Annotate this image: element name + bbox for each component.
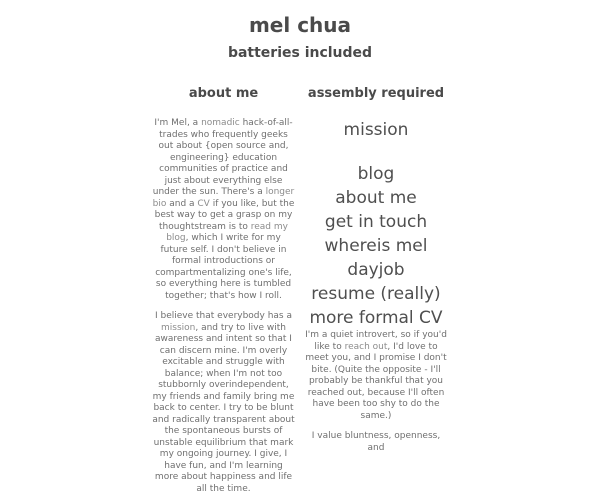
nomadic-link[interactable]: nomadic — [201, 118, 240, 128]
read-my-blog-link[interactable]: read my blog — [166, 221, 288, 243]
blog-link[interactable]: blog — [357, 164, 395, 184]
longer-bio-link[interactable]: longer bio — [152, 187, 295, 209]
text: , and try to live with awareness and intent so that I can discern mine. I'm overly excitable and struggle with balance; when I'm not too stubbornly overindependent, my friends and family bring me back to center. I try to be blunt and radically transparent about the spontaneous bursts of unstable equilibrium that mark my ongoing journey. I give, I have fun, and I'm learning more about happiness and life all the time. — [152, 322, 295, 494]
about-me-column — [152, 86, 295, 504]
nav-item — [304, 210, 448, 234]
text: hack-of-all-trades who frequently geeks out about {open source and, engineering} education communities of practice and just about everything else under the sun. There's a — [152, 118, 293, 197]
about-me-link[interactable]: about me — [335, 188, 417, 208]
resume-link[interactable]: resume (really) — [311, 284, 441, 304]
text: I'm a quiet introvert, so if you'd like to — [305, 330, 447, 352]
whereis-mel-link[interactable]: whereis mel — [324, 236, 428, 256]
nav-item — [304, 186, 448, 210]
cv-link[interactable]: CV — [197, 198, 210, 209]
mission-inline-link[interactable]: mission — [160, 322, 196, 333]
reach-out-paragraph — [304, 330, 448, 422]
about-paragraph-1 — [152, 118, 295, 302]
nav-item — [304, 258, 448, 282]
assembly-required-column — [304, 86, 448, 463]
formal-cv-link[interactable]: more formal CV — [309, 308, 443, 328]
dayjob-link[interactable]: dayjob — [347, 260, 405, 280]
text: , I'd love to meet you, and I promise I don't bite. (Quite the opposite - I'll probably be thankful that you reached out, because I'll often have been too shy to do the same.) — [305, 341, 447, 421]
about-paragraph-2 — [152, 311, 295, 495]
assembly-required-heading: assembly required — [307, 86, 445, 101]
text: , which I write for my future self. I don't believe in formal introductions or compartmentalizing one's life, so everything here is tumbled together; that's how I roll. — [155, 233, 292, 301]
nav-item — [304, 306, 448, 330]
nav-item — [304, 282, 448, 306]
nav-links — [304, 162, 448, 330]
get-in-touch-link[interactable]: get in touch — [324, 212, 428, 232]
site-tagline: batteries included — [227, 45, 373, 61]
text: I'm Mel, a — [154, 118, 202, 128]
mission-block — [304, 118, 448, 142]
reach-out-link[interactable]: reach out — [344, 341, 388, 352]
values-paragraph: I value bluntness, openness, and — [311, 431, 441, 453]
text: I believe that everybody has a — [155, 311, 292, 321]
text: if you like, but the best way to get a grasp on my thoughtstream is to — [154, 198, 295, 232]
site-title: mel chua — [248, 13, 352, 37]
nav-item — [304, 234, 448, 258]
mission-link[interactable]: mission — [343, 120, 409, 140]
about-me-heading: about me — [188, 86, 259, 101]
text: and a — [166, 198, 198, 209]
nav-item — [304, 162, 448, 186]
